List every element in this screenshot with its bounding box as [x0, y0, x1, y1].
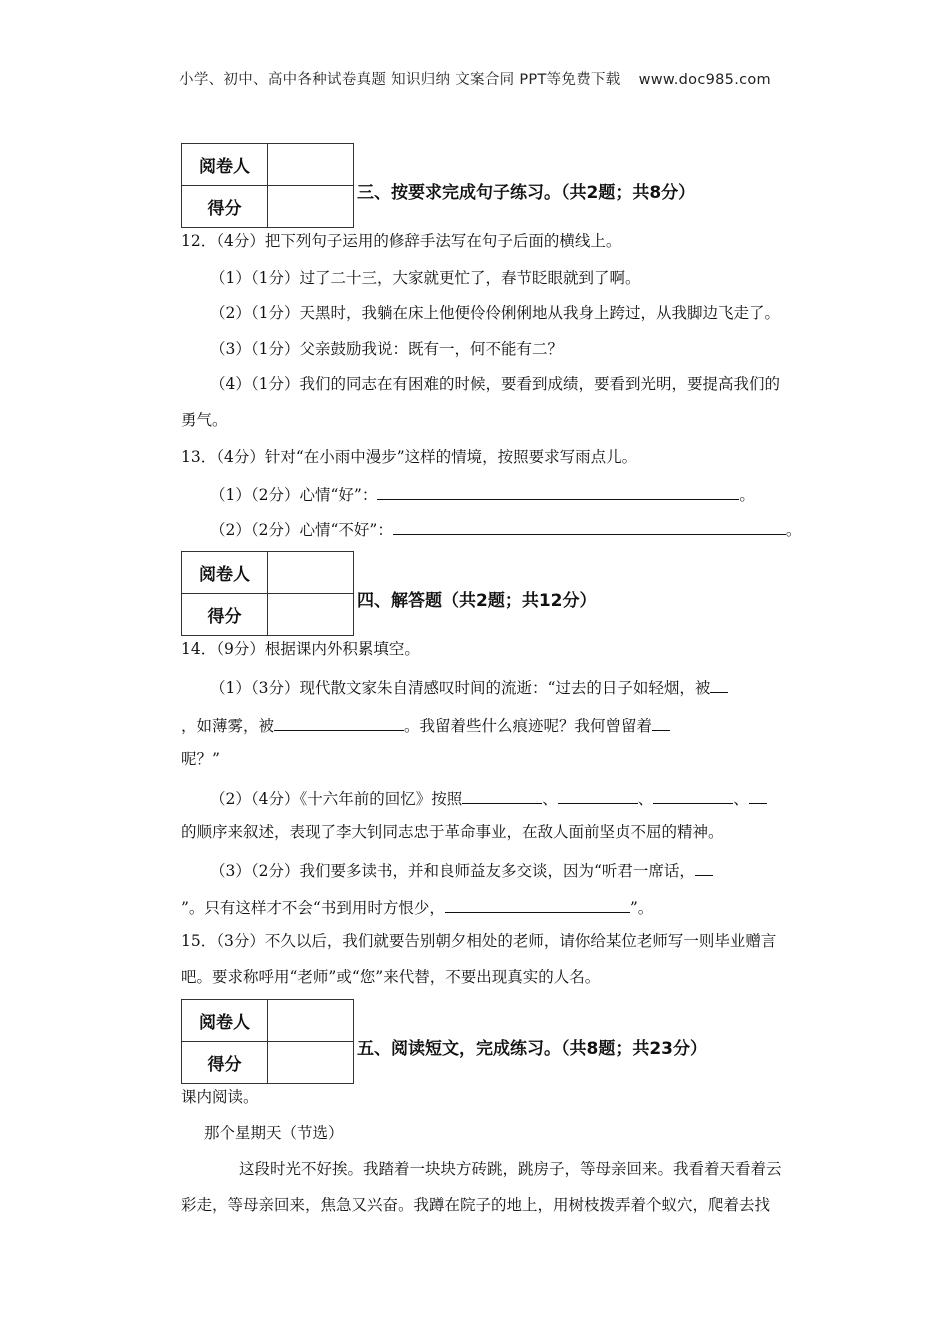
q12-item-2: （2）（1分）天黑时，我躺在床上他便伶伶俐俐地从我身上跨过，从我脚边飞走了。 [210, 304, 780, 322]
score-label: 得分 [182, 594, 268, 636]
section-5-title: 五、阅读短文，完成练习。（共8题；共23分） [357, 1039, 707, 1059]
answer-blank[interactable] [749, 789, 767, 804]
answer-blank[interactable] [653, 789, 733, 804]
q14-item-2-text: （2）（4分）《十六年前的回忆》按照 [210, 790, 463, 808]
reading-title: 那个星期天（节选） [204, 1124, 344, 1142]
header-text: 小学、初中、高中各种试卷真题 知识归纳 文案合同 PPT等免费下载 [179, 72, 621, 88]
score-cell[interactable] [268, 1042, 354, 1084]
q14-item-3-text: （3）（2分）我们要多读书，并和良师益友多交谈，因为“听君一席话， [210, 862, 695, 880]
answer-blank[interactable] [695, 861, 713, 876]
q14-stem: 14．（9分）根据课内外积累填空。 [181, 640, 420, 658]
q14-item-2-cont: 的顺序来叙述，表现了李大钊同志忠于革命事业，在敌人面前坚贞不屈的精神。 [181, 823, 724, 841]
score-box-5 [181, 999, 354, 1084]
q12-item-4: （4）（1分）我们的同志在有困难的时候，要看到成绩，要看到光明，要提高我们的 [210, 375, 780, 393]
separator: 、 [637, 790, 654, 808]
section-4-title: 四、解答题（共2题；共12分） [357, 591, 597, 611]
answer-blank[interactable] [445, 898, 630, 913]
score-cell[interactable] [268, 594, 354, 636]
answer-blank[interactable] [274, 716, 404, 731]
q15-line-2: 吧。要求称呼用“老师”或“您”来代替，不要出现真实的人名。 [181, 968, 601, 986]
answer-blank[interactable] [558, 789, 638, 804]
q14-item-1 [210, 678, 728, 697]
answer-blank[interactable] [710, 678, 728, 693]
reviewer-label: 阅卷人 [182, 552, 268, 594]
q13-item-2-label: （2）（2分）心情“不好”： [210, 521, 393, 539]
answer-blank[interactable] [393, 520, 786, 535]
q12-stem: 12．（4分）把下列句子运用的修辞手法写在句子后面的横线上。 [181, 232, 622, 250]
reviewer-label: 阅卷人 [182, 144, 268, 186]
q14-item-3-text2: ”。只有这样才不会“书到用时方恨少， [181, 899, 445, 917]
period: 。 [785, 521, 802, 539]
q14-item-1-text3: 。我留着些什么痕迹呢？我何曾留着 [404, 717, 653, 735]
q15-line-1: 15．（3分）不久以后，我们就要告别朝夕相处的老师，请你给某位老师写一则毕业赠言 [181, 932, 777, 950]
q14-item-1-text: （1）（3分）现代散文家朱自清感叹时间的流逝：“过去的日子如轻烟，被 [210, 679, 711, 697]
period: 。 [739, 486, 755, 504]
header-url: www.doc985.com [638, 72, 771, 88]
page-header [0, 68, 950, 89]
reviewer-cell[interactable] [268, 144, 354, 186]
q13-item-1-label: （1）（2分）心情“好”： [210, 486, 378, 504]
q14-item-3-line2 [181, 898, 653, 917]
q14-item-1-text2: ，如薄雾，被 [181, 717, 275, 735]
separator: 、 [733, 790, 749, 808]
q14-item-2 [210, 789, 767, 808]
reading-paragraph-line-1: 这段时光不好挨。我踏着一块块方砖跳，跳房子，等母亲回来。我看着天看着云 [239, 1160, 782, 1178]
score-box-3 [181, 143, 354, 228]
q12-item-4-cont: 勇气。 [181, 411, 228, 429]
q12-item-1: （1）（1分）过了二十三，大家就更忙了，春节眨眼就到了啊。 [210, 269, 641, 287]
answer-blank[interactable] [652, 716, 670, 731]
q14-item-1-line2 [181, 716, 670, 735]
q14-item-1-line3: 呢？” [181, 750, 220, 768]
score-label: 得分 [182, 1042, 268, 1084]
q13-item-1 [210, 485, 755, 504]
score-label: 得分 [182, 186, 268, 228]
separator: 、 [542, 790, 558, 808]
q13-stem: 13．（4分）针对“在小雨中漫步”这样的情境，按照要求写雨点儿。 [181, 448, 638, 466]
q13-item-2 [210, 520, 801, 539]
reading-intro: 课内阅读。 [181, 1088, 259, 1106]
section-3-title: 三、按要求完成句子练习。（共2题；共8分） [357, 183, 696, 203]
q14-item-3-text3: ”。 [629, 899, 654, 917]
reviewer-cell[interactable] [268, 1000, 354, 1042]
q12-item-3: （3）（1分）父亲鼓励我说：既有一，何不能有二？ [210, 340, 563, 358]
q14-item-3 [210, 861, 713, 880]
reading-paragraph-line-2: 彩走，等母亲回来，焦急又兴奋。我蹲在院子的地上，用树枝拨弄着个蚁穴，爬着去找 [181, 1196, 771, 1214]
score-cell[interactable] [268, 186, 354, 228]
reviewer-cell[interactable] [268, 552, 354, 594]
answer-blank[interactable] [462, 789, 542, 804]
score-box-4 [181, 551, 354, 636]
answer-blank[interactable] [377, 485, 739, 500]
reviewer-label: 阅卷人 [182, 1000, 268, 1042]
